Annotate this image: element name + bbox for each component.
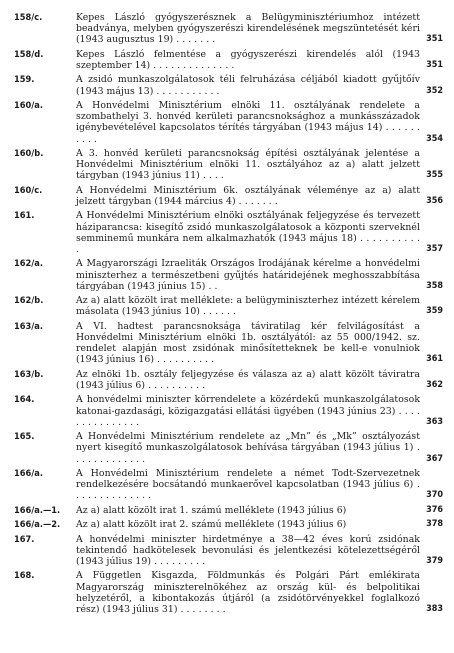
toc-entry	[0, 185, 454, 207]
page-number: 361	[426, 354, 443, 365]
entry-title: A zsidó munkaszolgálatosok téli felruházása céljából kiadott gyűjtőív (1943 május 13) . . . . . . . . . . .	[76, 74, 420, 97]
entry-title: Az a) alatt közölt irat melléklete: a belügyminiszterhez intézett kérelem másolata (1943 június 10) . . . . . .	[76, 295, 420, 318]
entry-number: 168.	[14, 570, 35, 582]
entry-number: 160/b.	[14, 147, 44, 159]
toc-entry	[0, 431, 454, 465]
page-number: 378	[426, 519, 443, 530]
toc-entry	[0, 49, 454, 71]
entry-number: 161.	[14, 210, 35, 222]
toc-entry	[0, 148, 454, 182]
entry-title: A honvédelmi miniszter hirdetménye a 38—42 éves korú zsidónak tekintendő hadkötelesek bevonulási és jelentkezési kötelezettségéről (1943 július 19) . . . . . . . . .	[76, 533, 420, 567]
entry-title: A Magyarországi Izraeliták Országos Irodájának kérelme a honvédelmi miniszterhez a természetbeni gyűjtés határidejének meghosszabbítása tárgyában (1943 június 15) . .	[76, 258, 420, 292]
page-number: 357	[426, 243, 443, 254]
entry-number: 165.	[14, 431, 35, 443]
entry-title: A VI. hadtest parancsnoksága táviratilag kér felvilágosítást a Honvédelmi Minisztérium elnöki 1b. osztályától: az 55 000/1942. sz. rendelet alapján most zsidónak minősítetteknek be kell-e vonulniok (1943 június 16) . . . . . . . . . .	[76, 320, 420, 366]
toc-entry	[0, 258, 454, 292]
entry-number: 166/a.	[14, 467, 43, 479]
page-number: 370	[426, 490, 443, 501]
toc-entry	[0, 210, 454, 255]
toc-entry	[0, 468, 454, 502]
entry-title: Kepes László felmentése a gyógyszerészi kirendelés alól (1943 szeptember 14) . . . . . . . . . . . . . .	[76, 48, 420, 71]
entry-title: A Honvédelmi Minisztérium elnöki osztályának feljegyzése és tervezett háziparancsa: kisegítő zsidó munkaszolgálatosok a központi szerveknél semminemű munkára nem alkalmazhatók (1943 május 18) . . . . . . . . . . .	[76, 210, 420, 255]
entry-number: 158/c.	[14, 12, 43, 23]
page-number: 354	[426, 133, 443, 144]
entry-number: 162/a.	[14, 258, 43, 270]
toc-entry	[0, 295, 454, 317]
entry-number: 160/a.	[14, 99, 43, 111]
page-number: 359	[426, 306, 443, 317]
toc-entry	[0, 534, 454, 568]
entry-title: A Független Kisgazda, Földmunkás és Polgári Párt emlékirata Magyarország miniszterelnökéhez az ország kül- és belpolitikai helyzetéről, a kibontakozás útjáról (a zsidótörvényekkel foglalkozó rész) (1943 július 31) . . . . . . . .	[76, 570, 420, 615]
page-number: 362	[426, 379, 443, 390]
table-of-contents	[0, 12, 454, 618]
entry-number: 159.	[14, 74, 35, 86]
toc-entry	[0, 369, 454, 391]
entry-title: A Honvédelmi Minisztérium rendelete az „Mn” és „Mk” osztályozást nyert kisegítő munkaszolgálatosok behívása tárgyában (1943 július 1) . . . . . . . . . . . . .	[76, 431, 420, 465]
page-number: 356	[426, 195, 443, 206]
entry-number: 166/a.—1.	[14, 504, 61, 516]
entry-title: Kepes László gyógyszerésznek a Belügyminisztériumhoz intézett beadványa, melyben gyógyszerészi kirendelésének megszüntetését kéri (1943 augusztus 19) . . . . . . .	[76, 12, 420, 46]
page-number: 351	[426, 34, 443, 45]
entry-number: 163/a.	[14, 320, 43, 332]
entry-title: Az a) alatt közölt irat 2. számú melléklete (1943 július 6)	[76, 519, 347, 531]
page-number: 363	[426, 416, 443, 427]
toc-entry	[0, 519, 454, 530]
toc-entry	[0, 74, 454, 96]
entry-number: 167.	[14, 533, 35, 545]
entry-title: Az a) alatt közölt irat 1. számú melléklete (1943 július 6)	[76, 504, 347, 516]
entry-title: A Honvédelmi Minisztérium rendelete a német Todt-Szervezetnek rendelkezésére bocsátandó munkaerővel kapcsolatban (1943 július 6) . . . . . . . . . . . . . .	[76, 467, 420, 502]
page-number: 379	[426, 555, 443, 566]
toc-entry	[0, 505, 454, 516]
toc-entry	[0, 100, 454, 145]
page-number: 383	[426, 603, 443, 614]
page-number: 352	[426, 85, 443, 96]
toc-entry	[0, 12, 454, 46]
entry-number: 164.	[14, 394, 35, 406]
page-number: 351	[426, 60, 443, 70]
entry-number: 162/b.	[14, 295, 44, 307]
toc-entry	[0, 394, 454, 428]
entry-title: A Honvédelmi Minisztérium elnöki 11. osztályának rendelete a szombathelyi 3. honvéd kerületi parancsnoksághoz a munkásszázadok igénybevételével kapcsolatos térítés tárgyában (1943 május 14) . . . . . . . . . .	[76, 99, 420, 145]
entry-title: Az elnöki 1b. osztály feljegyzése és válasza az a) alatt közölt táviratra (1943 július 6) . . . . . . . . . .	[76, 368, 420, 391]
entry-number: 166/a.—2.	[14, 519, 61, 531]
toc-entry	[0, 570, 454, 615]
page-number: 376	[426, 504, 443, 515]
entry-title: A honvédelmi miniszter körrendelete a közérdekű munkaszolgálatosok katonai-gazdasági, közigazgatási ellátási ügyében (1943 június 23) . . . . . . . . . . . . . . .	[76, 394, 420, 428]
page-number: 358	[426, 280, 443, 291]
entry-title: A 3. honvéd kerületi parancsnokság építési osztályának jelentése a Honvédelmi Minisztérium elnöki 11. osztályához az a) alatt jelzett tárgyban (1943 június 11) . . . .	[76, 147, 420, 182]
entry-title: A Honvédelmi Minisztérium 6k. osztályának véleménye az a) alatt jelzett tárgyban (1944 március 4) . . . . . . .	[76, 184, 420, 207]
entry-number: 160/c.	[14, 184, 43, 196]
page-number: 355	[426, 170, 443, 181]
entry-number: 158/d.	[14, 48, 44, 60]
entry-number: 163/b.	[14, 368, 44, 380]
toc-entry	[0, 321, 454, 366]
page-number: 367	[426, 453, 443, 464]
